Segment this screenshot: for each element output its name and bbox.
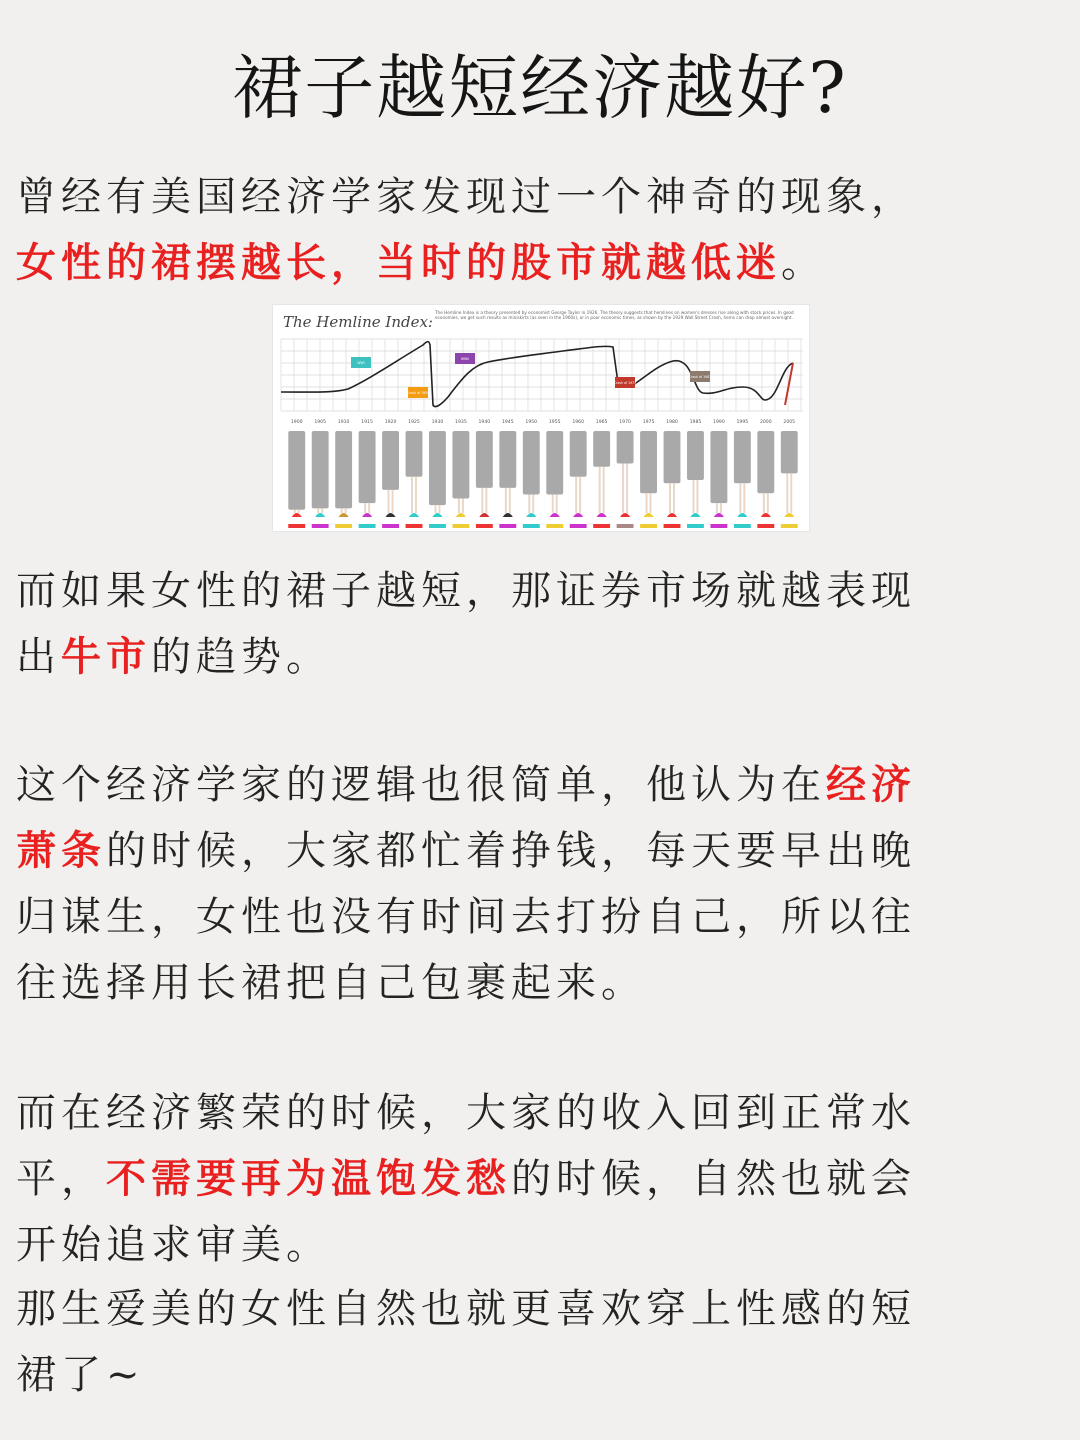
color-bar <box>359 524 376 528</box>
skirt-shape <box>546 431 563 495</box>
flag-label: Crash of 1987 <box>688 375 712 379</box>
shoe-icon <box>503 513 513 517</box>
color-bar <box>546 524 563 528</box>
paragraph-3 <box>16 752 916 1016</box>
skirt-shape <box>593 431 610 467</box>
color-bar <box>757 524 774 528</box>
hemline-index-graphic <box>273 305 809 531</box>
skirt-shape <box>406 431 423 477</box>
paragraph-4 <box>16 1080 916 1278</box>
color-bars-row <box>288 524 797 528</box>
paragraph-3-text: 这个经济学家的逻辑也很简单，他认为在 <box>16 762 826 808</box>
skirt-shape <box>382 431 399 490</box>
paragraph-5 <box>16 1276 916 1408</box>
paragraph-5-text: 那生爱美的女性自然也就更喜欢穿上性感的短裙了~ <box>16 1286 916 1398</box>
event-flag <box>689 371 711 382</box>
color-bar <box>570 524 587 528</box>
year-label: 1985 <box>689 420 702 425</box>
year-label: 1950 <box>525 420 538 425</box>
flag-label: WWI <box>357 361 365 365</box>
shoe-icon <box>339 513 349 517</box>
shoe-icon <box>714 513 724 517</box>
color-bar <box>476 524 493 528</box>
shoe-icon <box>409 513 419 517</box>
shoe-icon <box>315 513 325 517</box>
color-bar <box>781 524 798 528</box>
skirt-shape <box>476 431 493 488</box>
color-bar <box>664 524 681 528</box>
color-bar <box>640 524 657 528</box>
paragraph-2-text: 而如果女性的裙子越短，那证券市场就越表现出 <box>16 568 916 680</box>
color-bar <box>710 524 727 528</box>
skirt-shape <box>640 431 657 493</box>
year-label: 1940 <box>478 420 491 425</box>
paragraph-1-highlight: 女性的裙摆越长，当时的股市就越低迷 <box>16 239 781 286</box>
skirts-row <box>288 431 797 513</box>
shoe-icon <box>386 513 396 517</box>
skirt-shape <box>710 431 727 503</box>
shoe-icon <box>550 513 560 517</box>
event-flag <box>407 387 429 398</box>
infographic-description-box <box>435 310 805 338</box>
color-bar <box>499 524 516 528</box>
shoe-icon <box>761 513 771 517</box>
paragraph-3-highlight: 经济萧条 <box>16 761 916 874</box>
paragraph-1-text: 曾经有美国经济学家发现过一个神奇的现象， <box>16 174 916 220</box>
color-bar <box>382 524 399 528</box>
year-label: 1925 <box>408 420 420 425</box>
flag-label: Crash of 1973 <box>613 381 637 385</box>
year-label: 1900 <box>290 420 303 425</box>
skirt-shape <box>781 431 798 473</box>
event-flag <box>351 357 371 368</box>
shoe-icon <box>644 513 654 517</box>
infographic-description: The Hemline Index is a theory presented by economist George Taylor in 1926. The theory suggests that hemlines on women's dresses rise along with stock prices. In good economies, we get such results as miniskirts (as seen in the 1960s), or in poor economic times, as shown by the 1929 Wall Street Crash, hems can drop almost overnight. <box>435 310 794 321</box>
paragraph-2 <box>16 558 916 690</box>
event-flag <box>614 377 636 388</box>
color-bar <box>687 524 704 528</box>
paragraph-4-text: 而在经济繁荣的时候，大家的收入回到正常水平， <box>16 1090 916 1202</box>
year-label: 1965 <box>595 420 608 425</box>
skirt-shape <box>687 431 704 480</box>
flag-label: Crash of 1929 <box>406 391 430 395</box>
paragraph-1 <box>16 164 916 296</box>
shoe-icon <box>667 513 677 517</box>
hemline-curve <box>281 342 793 407</box>
year-label: 1905 <box>314 420 327 425</box>
year-label: 1980 <box>666 420 678 425</box>
year-axis <box>291 419 795 425</box>
paragraph-4-end: 的时候，自然也就会开始追求审美。 <box>16 1156 916 1268</box>
paragraph-4-highlight: 不需要再为温饱发愁 <box>106 1155 511 1202</box>
color-bar <box>617 524 634 528</box>
skirt-shape <box>429 431 446 505</box>
color-bar <box>288 524 305 528</box>
color-bar <box>593 524 610 528</box>
year-label: 1945 <box>501 420 514 425</box>
skirt-shape <box>335 431 352 508</box>
year-label: 2000 <box>759 420 772 425</box>
skirt-shape <box>359 431 376 503</box>
year-label: 1920 <box>384 420 397 425</box>
shoe-icon <box>690 513 700 517</box>
color-bar <box>335 524 352 528</box>
year-label: 1995 <box>736 420 749 425</box>
year-label: 1915 <box>361 420 373 425</box>
hemline-index-infographic <box>272 304 810 532</box>
year-label: 1975 <box>642 420 655 425</box>
skirt-shape <box>757 431 774 493</box>
shoe-icon <box>432 513 442 517</box>
skirt-shape <box>734 431 751 483</box>
color-bar <box>523 524 540 528</box>
paragraph-2-highlight: 牛市 <box>61 633 151 680</box>
shoe-icon <box>292 513 302 517</box>
paragraph-1-end: 。 <box>781 240 826 286</box>
year-label: 1990 <box>713 420 725 425</box>
year-label: 1970 <box>619 420 631 425</box>
paragraph-2-end: 的趋势。 <box>151 634 331 680</box>
year-label: 1935 <box>455 420 467 425</box>
shoe-icon <box>784 513 794 517</box>
year-label: 1960 <box>572 420 585 425</box>
skirt-shape <box>617 431 634 464</box>
event-flags <box>351 353 711 398</box>
shoe-icon <box>362 513 372 517</box>
page-title: 裙子越短经济越好? <box>232 47 848 129</box>
shoe-icon <box>597 513 607 517</box>
year-label: 2005 <box>783 420 796 425</box>
color-bar <box>312 524 329 528</box>
skirt-shape <box>312 431 329 508</box>
shoe-icon <box>573 513 583 517</box>
flag-label: WWII <box>460 357 470 361</box>
shoe-icon <box>737 513 747 517</box>
event-flag <box>455 353 475 364</box>
year-label: 1930 <box>431 420 444 425</box>
color-bar <box>734 524 751 528</box>
shoe-icon <box>526 513 536 517</box>
shoe-icon <box>620 513 630 517</box>
shoes-row <box>292 513 795 517</box>
skirt-shape <box>664 431 681 483</box>
skirt-shape <box>499 431 516 488</box>
skirt-shape <box>523 431 540 495</box>
infographic-heading: The Hemline Index: <box>283 313 433 331</box>
year-label: 1910 <box>337 420 350 425</box>
skirt-shape <box>452 431 469 498</box>
color-bar <box>429 524 446 528</box>
shoe-icon <box>456 513 466 517</box>
paragraph-3-end: 的时候，大家都忙着挣钱，每天要早出晚归谋生，女性也没有时间去打扮自己，所以往往选择用长裙把自己包裹起来。 <box>16 828 916 1006</box>
skirt-shape <box>288 431 305 510</box>
shoe-icon <box>479 513 489 517</box>
color-bar <box>452 524 469 528</box>
color-bar <box>406 524 423 528</box>
grid <box>281 339 803 411</box>
skirt-shape <box>570 431 587 477</box>
year-label: 1955 <box>548 420 561 425</box>
